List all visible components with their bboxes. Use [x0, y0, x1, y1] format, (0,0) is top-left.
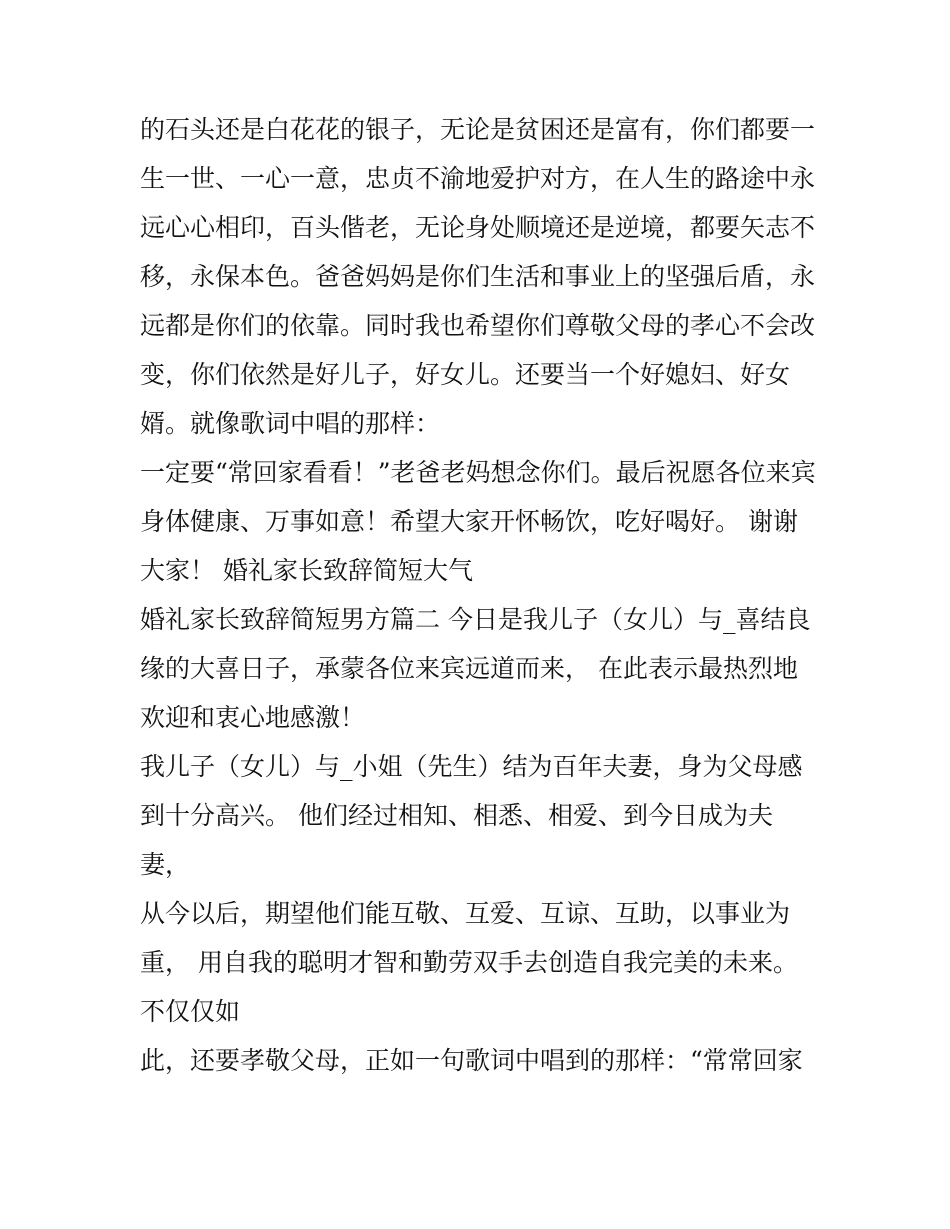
text-line: 的石头还是白花花的银子，无论是贫困还是富有，你们都要一	[140, 115, 816, 144]
text-line: 我儿子（女儿）与_小姐（先生）结为百年夫妻，身为父母感	[140, 752, 803, 781]
text-line: 身体健康、万事如意！希望大家开怀畅饮，吃好喝好。 谢谢	[140, 507, 798, 536]
text-line: 婿。就像歌词中唱的那样：	[140, 409, 441, 438]
text-line: 重， 用自我的聪明才智和勤劳双手去创造自我完美的未来。	[140, 948, 798, 977]
text-line: 从今以后，期望他们能互敬、互爱、互谅、互助，以事业为	[140, 899, 791, 928]
text-line: 到十分高兴。 他们经过相知、相悉、相爱、到今日成为夫	[140, 801, 773, 830]
text-line: 远心心相印，百头偕老，无论身处顺境还是逆境，都要矢志不	[140, 213, 816, 242]
text-line: 不仅仅如	[140, 997, 241, 1026]
text-line: 婚礼家长致辞简短男方篇二 今日是我儿子（女儿）与_喜结良	[140, 605, 811, 634]
document-body	[140, 105, 820, 1085]
text-line: 欢迎和衷心地感激！	[140, 703, 366, 732]
text-line: 此，还要孝敬父母，正如一句歌词中唱到的那样：“常常回家	[140, 1046, 803, 1075]
text-line: 远都是你们的依靠。同时我也希望你们尊敬父母的孝心不会改	[140, 311, 816, 340]
text-line: 生一世、一心一意，忠贞不渝地爱护对方，在人生的路途中永	[140, 164, 816, 193]
text-line: 缘的大喜日子，承蒙各位来宾远道而来， 在此表示最热烈地	[140, 654, 798, 683]
text-line: 大家！ 婚礼家长致辞简短大气	[140, 556, 473, 585]
text-line: 一定要“常回家看看！”老爸老妈想念你们。最后祝愿各位来宾	[140, 458, 816, 487]
text-line: 妻，	[140, 850, 191, 879]
text-line: 移，永保本色。爸爸妈妈是你们生活和事业上的坚强后盾，永	[140, 262, 816, 291]
text-line: 变，你们依然是好儿子，好女儿。还要当一个好媳妇、好女	[140, 360, 791, 389]
